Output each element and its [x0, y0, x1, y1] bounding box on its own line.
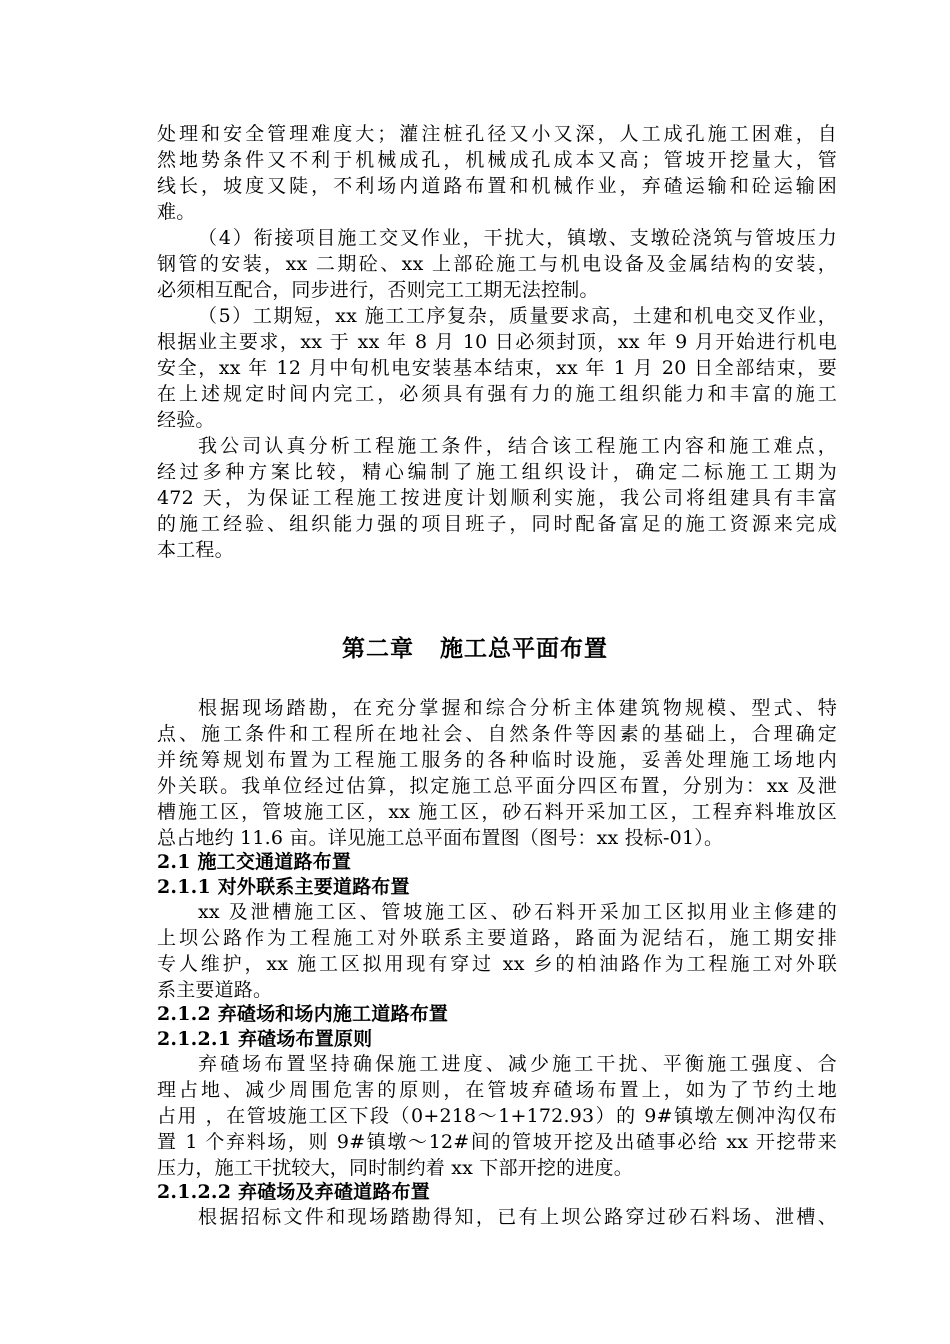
- body-text-line: 并统筹规划布置为工程施工服务的各种临时设施，妥善处理施工场地内: [157, 749, 837, 771]
- body-text-line: 根据招标文件和现场踏勘得知，已有上坝公路穿过砂石料场、泄槽、: [198, 1206, 837, 1228]
- body-text-line: 根据现场踏勘，在充分掌握和综合分析主体建筑物规模、型式、特: [198, 697, 837, 719]
- body-text-line: 占用 ，在管坡施工区下段（0+218～1+172.93）的 9#镇墩左侧冲沟仅布: [157, 1105, 837, 1127]
- body-text-line: 处理和安全管理难度大；灌注桩孔径又小又深，人工成孔施工困难，自: [157, 123, 837, 145]
- body-text-line: 系主要道路。: [157, 979, 273, 1001]
- body-text-line: 理占地、减少周围危害的原则，在管坡弃碴场布置上，如为了节约土地: [157, 1079, 837, 1101]
- subsubsection-heading: 2.1.2.2 弃碴场及弃碴道路布置: [157, 1181, 430, 1203]
- subsection-heading: 2.1.1 对外联系主要道路布置: [157, 876, 410, 898]
- body-text-line: 槽施工区，管坡施工区，xx 施工区，砂石料开采加工区，工程弃料堆放区: [157, 801, 837, 823]
- body-text-line: 在上述规定时间内完工，必须具有强有力的施工组织能力和丰富的施工: [157, 383, 837, 405]
- body-text-line: 弃碴场布置坚持确保施工进度、减少施工干扰、平衡施工强度、合: [198, 1053, 837, 1075]
- body-text-line: 钢管的安装，xx 二期砼、xx 上部砼施工与机电设备及金属结构的安装，: [157, 253, 837, 275]
- chapter-name: 施工总平面布置: [440, 635, 608, 662]
- body-text-line: 难。: [157, 201, 196, 223]
- body-text-line: （5）工期短，xx 施工工序复杂，质量要求高，土建和机电交叉作业，: [198, 305, 837, 327]
- body-text-line: 外关联。我单位经过估算，拟定施工总平面分四区布置，分别为：xx 及泄: [157, 775, 837, 797]
- chapter-number: 第二章: [342, 635, 414, 662]
- body-text-line: 上坝公路作为工程施工对外联系主要道路，路面为泥结石，施工期安排: [157, 927, 837, 949]
- body-text-line: 压力，施工干扰较大，同时制约着 xx 下部开挖的进度。: [157, 1157, 633, 1179]
- section-heading: 2.1 施工交通道路布置: [157, 851, 352, 873]
- body-text-line: 经验。: [157, 409, 215, 431]
- subsubsection-heading: 2.1.2.1 弃碴场布置原则: [157, 1028, 373, 1050]
- body-text-line: 然地势条件又不利于机械成孔，机械成孔成本又高；管坡开挖量大，管: [157, 149, 837, 171]
- body-text-line: 总占地约 11.6 亩。详见施工总平面布置图（图号：xx 投标-01）。: [157, 827, 724, 849]
- body-text-line: 点、施工条件和工程所在地社会、自然条件等因素的基础上，合理确定: [157, 723, 837, 745]
- body-text-line: 472 天，为保证工程施工按进度计划顺利实施，我公司将组建具有丰富: [157, 487, 837, 509]
- body-text-line: 置 1 个弃料场，则 9#镇墩～12#间的管坡开挖及出碴事必给 xx 开挖带来: [157, 1131, 837, 1153]
- body-text-line: 安全，xx 年 12 月中旬机电安装基本结束，xx 年 1 月 20 日全部结束，要: [157, 357, 837, 379]
- body-text-line: 本工程。: [157, 539, 234, 561]
- body-text-line: 我公司认真分析工程施工条件，结合该工程施工内容和施工难点，: [198, 435, 837, 457]
- subsection-heading: 2.1.2 弃碴场和场内施工道路布置: [157, 1003, 449, 1025]
- body-text-line: 必须相互配合，同步进行，否则完工工期无法控制。: [157, 279, 599, 301]
- body-text-line: 专人维护，xx 施工区拟用现有穿过 xx 乡的柏油路作为工程施工对外联: [157, 953, 837, 975]
- body-text-line: 的施工经验、组织能力强的项目班子，同时配备富足的施工资源来完成: [157, 513, 837, 535]
- body-text-line: 线长，坡度又陡，不利场内道路布置和机械作业，弃碴运输和砼运输困: [157, 175, 837, 197]
- body-text-line: xx 及泄槽施工区、管坡施工区、砂石料开采加工区拟用业主修建的: [198, 901, 837, 923]
- body-text-line: 经过多种方案比较，精心编制了施工组织设计，确定二标施工工期为: [157, 461, 837, 483]
- body-text-line: （4）衔接项目施工交叉作业，干扰大，镇墩、支墩砼浇筑与管坡压力: [198, 227, 837, 249]
- body-text-line: 根据业主要求，xx 于 xx 年 8 月 10 日必须封顶，xx 年 9 月开始进行机电: [157, 331, 837, 353]
- chapter-title: [0, 634, 950, 664]
